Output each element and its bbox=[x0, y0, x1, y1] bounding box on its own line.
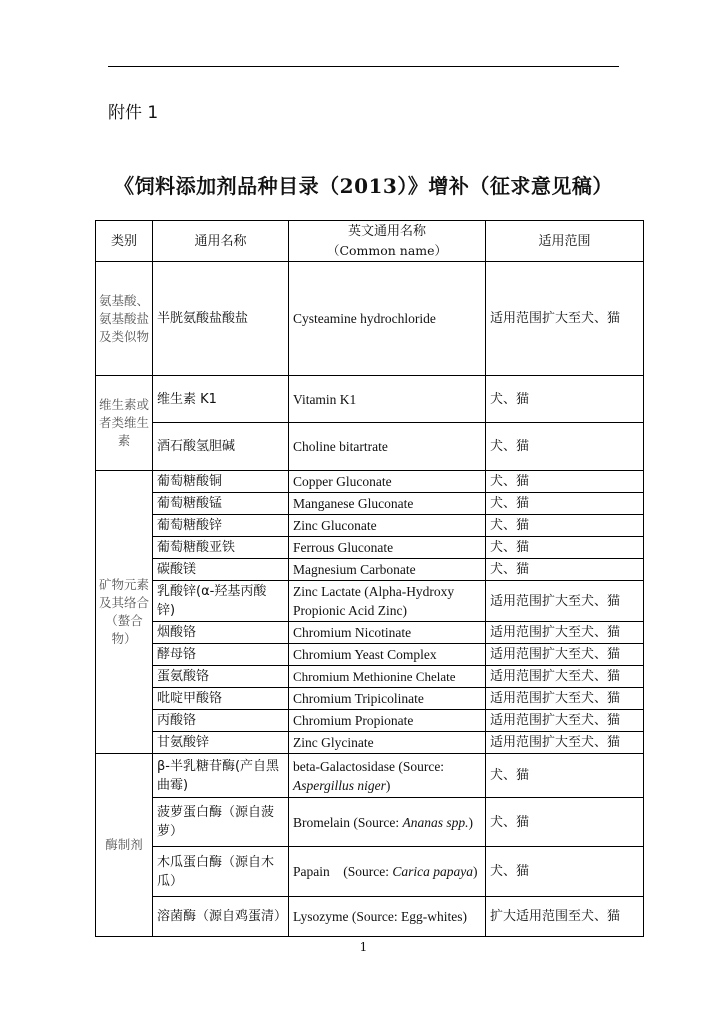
header-name-en bbox=[289, 221, 486, 262]
scope-cell: 犬、猫 bbox=[486, 471, 644, 493]
header-name-en-en: （Common name） bbox=[326, 243, 448, 258]
document-title: 《饲料添加剂品种目录（2013）》增补（征求意见稿） bbox=[114, 174, 613, 198]
name-cn-cell: 酒石酸氢胆碱 bbox=[153, 423, 289, 471]
name-en-cell: Vitamin K1 bbox=[289, 376, 486, 423]
name-en-cell: Copper Gluconate bbox=[289, 471, 486, 493]
table-row bbox=[96, 666, 644, 688]
header-rule bbox=[108, 66, 619, 67]
name-cn-cell: 木瓜蛋白酶（源自木瓜） bbox=[153, 847, 289, 897]
table-row bbox=[96, 262, 644, 376]
name-en-cell: Zinc Lactate (Alpha-Hydroxy Propionic Acid Zinc) bbox=[289, 581, 486, 622]
table-row bbox=[96, 688, 644, 710]
name-cn-cell: 酵母铬 bbox=[153, 644, 289, 666]
table-row bbox=[96, 798, 644, 847]
category-cell: 矿物元素及其络合（螯合物） bbox=[96, 471, 153, 754]
table-row bbox=[96, 754, 644, 798]
scope-cell: 犬、猫 bbox=[486, 559, 644, 581]
name-en-cell: Zinc Glycinate bbox=[289, 732, 486, 754]
scope-cell: 适用范围扩大至犬、猫 bbox=[486, 644, 644, 666]
category-cell: 氨基酸、氨基酸盐及类似物 bbox=[96, 262, 153, 376]
name-en-cell: Chromium Methionine Chelate bbox=[289, 666, 486, 688]
name-cn-cell: β-半乳糖苷酶(产自黑曲霉) bbox=[153, 754, 289, 798]
name-en-text: Bromelain (Source: bbox=[293, 814, 403, 830]
name-en-species: Ananas spp. bbox=[402, 814, 469, 830]
name-cn-cell: 甘氨酸锌 bbox=[153, 732, 289, 754]
table-row bbox=[96, 847, 644, 897]
table-row bbox=[96, 471, 644, 493]
name-en-cell: Zinc Gluconate bbox=[289, 515, 486, 537]
name-en-text: Papain (Source: bbox=[293, 864, 393, 879]
scope-cell: 适用范围扩大至犬、猫 bbox=[486, 732, 644, 754]
name-cn-cell: 溶菌酶（源自鸡蛋清） bbox=[153, 897, 289, 937]
name-en-cell bbox=[289, 847, 486, 897]
table-row bbox=[96, 537, 644, 559]
name-cn-cell: 葡萄糖酸铜 bbox=[153, 471, 289, 493]
table-row bbox=[96, 710, 644, 732]
table-row bbox=[96, 423, 644, 471]
scope-cell: 适用范围扩大至犬、猫 bbox=[486, 710, 644, 732]
scope-cell: 适用范围扩大至犬、猫 bbox=[486, 688, 644, 710]
table-row bbox=[96, 644, 644, 666]
scope-cell: 适用范围扩大至犬、猫 bbox=[486, 581, 644, 622]
name-en-species: Carica papaya bbox=[392, 864, 473, 879]
table-row bbox=[96, 581, 644, 622]
scope-cell: 犬、猫 bbox=[486, 754, 644, 798]
scope-cell: 犬、猫 bbox=[486, 847, 644, 897]
table-header-row bbox=[96, 221, 644, 262]
name-en-cell bbox=[289, 798, 486, 847]
table-row bbox=[96, 493, 644, 515]
header-name-cn: 通用名称 bbox=[153, 221, 289, 262]
name-en-cell: Manganese Gluconate bbox=[289, 493, 486, 515]
name-cn-cell: 烟酸铬 bbox=[153, 622, 289, 644]
name-cn-cell: 葡萄糖酸锌 bbox=[153, 515, 289, 537]
name-en-cell bbox=[289, 754, 486, 798]
name-en-cell: Chromium Yeast Complex bbox=[289, 644, 486, 666]
name-cn-cell: 乳酸锌(α-羟基丙酸锌) bbox=[153, 581, 289, 622]
scope-cell: 适用范围扩大至犬、猫 bbox=[486, 262, 644, 376]
name-cn-cell: 半胱氨酸盐酸盐 bbox=[153, 262, 289, 376]
scope-cell: 犬、猫 bbox=[486, 423, 644, 471]
name-en-cell: Cysteamine hydrochloride bbox=[289, 262, 486, 376]
header-scope: 适用范围 bbox=[486, 221, 644, 262]
header-category: 类别 bbox=[96, 221, 153, 262]
name-en-text-end: ) bbox=[472, 864, 478, 879]
scope-cell: 犬、猫 bbox=[486, 376, 644, 423]
name-en-cell: Magnesium Carbonate bbox=[289, 559, 486, 581]
scope-cell: 犬、猫 bbox=[486, 493, 644, 515]
name-en-species: Aspergillus niger bbox=[293, 777, 386, 793]
name-en-cell: Choline bitartrate bbox=[289, 423, 486, 471]
name-cn-cell: 吡啶甲酸铬 bbox=[153, 688, 289, 710]
table-row bbox=[96, 376, 644, 423]
scope-cell: 犬、猫 bbox=[486, 798, 644, 847]
name-cn-cell: 碳酸镁 bbox=[153, 559, 289, 581]
name-en-cell: Chromium Tripicolinate bbox=[289, 688, 486, 710]
scope-cell: 犬、猫 bbox=[486, 537, 644, 559]
name-en-cell: Lysozyme (Source: Egg-whites) bbox=[289, 897, 486, 937]
scope-cell: 扩大适用范围至犬、猫 bbox=[486, 897, 644, 937]
name-cn-cell: 葡萄糖酸亚铁 bbox=[153, 537, 289, 559]
table-row bbox=[96, 622, 644, 644]
table-row bbox=[96, 897, 644, 937]
category-cell: 酶制剂 bbox=[96, 754, 153, 937]
page-number: 1 bbox=[359, 940, 368, 954]
category-cell: 维生素或者类维生素 bbox=[96, 376, 153, 471]
scope-cell: 犬、猫 bbox=[486, 515, 644, 537]
name-cn-cell: 丙酸铬 bbox=[153, 710, 289, 732]
name-cn-cell: 蛋氨酸铬 bbox=[153, 666, 289, 688]
scope-cell: 适用范围扩大至犬、猫 bbox=[486, 622, 644, 644]
additive-table bbox=[95, 220, 644, 937]
annex-label: 附件 1 bbox=[108, 103, 159, 123]
name-en-cell: Chromium Nicotinate bbox=[289, 622, 486, 644]
name-en-cell: Ferrous Gluconate bbox=[289, 537, 486, 559]
table-row bbox=[96, 732, 644, 754]
name-cn-cell: 葡萄糖酸锰 bbox=[153, 493, 289, 515]
name-en-text: beta-Galactosidase (Source: bbox=[293, 758, 445, 774]
name-cn-cell: 维生素 K1 bbox=[153, 376, 289, 423]
table-row bbox=[96, 515, 644, 537]
table-row bbox=[96, 559, 644, 581]
name-en-text-end: ) bbox=[385, 777, 391, 793]
header-name-en-cn: 英文通用名称 bbox=[347, 224, 426, 239]
name-en-text-end: ) bbox=[468, 814, 473, 830]
name-cn-cell: 菠萝蛋白酶（源自菠萝） bbox=[153, 798, 289, 847]
name-en-cell: Chromium Propionate bbox=[289, 710, 486, 732]
scope-cell: 适用范围扩大至犬、猫 bbox=[486, 666, 644, 688]
